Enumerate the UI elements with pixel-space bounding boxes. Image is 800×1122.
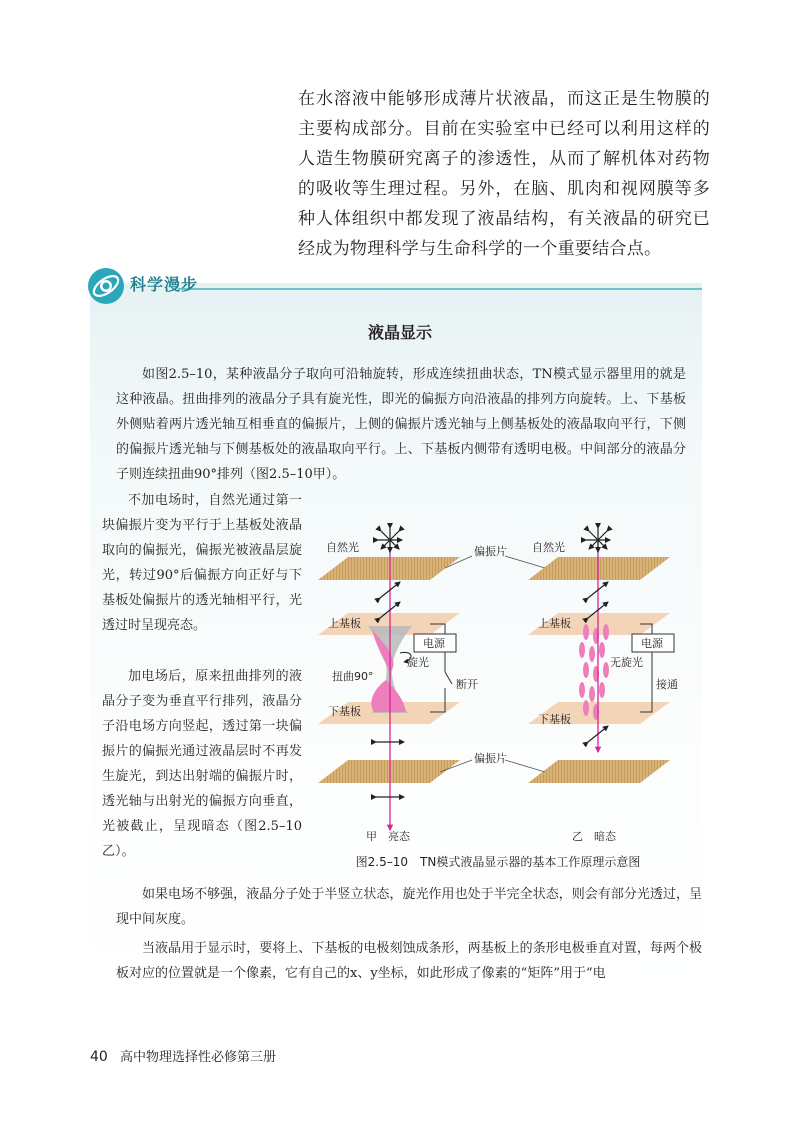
label-switch-off: 断开 [456, 678, 478, 691]
paragraph-no-field: 不加电场时，自然光通过第一块偏振片变为平行于上基板处液晶取向的偏振光，偏振光被液晶层旋光，转过90°后偏振方向正好与下基板处偏振片的透光轴相平行，光透过时呈现亮态。 [102, 493, 302, 633]
section-label: 科学漫步 [130, 275, 199, 294]
page-number: 40 [90, 1049, 108, 1065]
polarizer-plate [528, 760, 670, 783]
label-polarizer: 偏振片 [474, 752, 507, 765]
label-twist-90: 扭曲90° [332, 670, 374, 683]
paragraph-intro: 如图2.5–10，某种液晶分子取向可沿轴旋转，形成连续扭曲状态，TN模式显示器里用的就是这种液晶。扭曲排列的液晶分子具有旋光性，即光的偏振方向沿液晶的排列方向旋转。上、下基板外侧贴着两片透光轴互相垂直的偏振片，上侧的偏振片透光轴与上侧基板处的液晶取向平行，下侧的偏振片透光轴与下侧基板处的液晶取向平行。上、下基板内侧带有透明电极。中间部分的液晶分子则连续扭曲90°排列（图2.5–10甲）。 [116, 367, 686, 482]
polarizer-plate [318, 557, 460, 580]
polarizer-plate [318, 760, 460, 783]
label-natural-light: 自然光 [326, 541, 359, 554]
label-no-rotation: 无旋光 [610, 656, 643, 669]
label-upper-substrate: 上基板 [328, 617, 361, 630]
section-divider-line [178, 288, 702, 290]
polarizer-plate [528, 557, 670, 580]
paragraph-with-field: 加电场后，原来扭曲排列的液晶分子变为垂直平行排列，液晶分子沿电场方向竖起，透过第一块偏振片的偏振光通过液晶层时不再发生旋光，到达出射端的偏振片时，透光轴与出射光的偏振方向垂直，光被截止，呈现暗态（图2.5–10乙）。 [102, 669, 302, 859]
label-switch-on: 接通 [656, 678, 678, 691]
label-polarizer: 偏振片 [474, 545, 507, 558]
globe-icon [86, 266, 126, 306]
paragraph-gray-scale: 如果电场不够强，液晶分子处于半竖立状态，旋光作用也处于半完全状态，则会有部分光透过，呈现中间灰度。 [116, 887, 702, 927]
label-state-b: 乙 暗态 [572, 830, 616, 843]
lcd-principle-diagram [310, 520, 682, 850]
label-upper-substrate: 上基板 [538, 617, 571, 630]
book-title: 高中物理选择性必修第三册 [119, 1050, 276, 1065]
label-optical-rotation: 旋光 [407, 656, 429, 669]
label-lower-substrate: 下基板 [328, 705, 361, 718]
paragraph-display-matrix: 当液晶用于显示时，要将上、下基板的电极刻蚀成条形，两基板上的条形电极垂直对置，每两个极板对应的位置就是一个像素，它有自己的x、y坐标，如此形成了像素的“矩阵”用于“电 [116, 941, 702, 981]
panel-dark-state [528, 528, 674, 783]
label-power: 电源 [423, 637, 445, 650]
figure-caption: 图2.5–10 TN模式液晶显示器的基本工作原理示意图 [355, 855, 641, 869]
label-state-a: 甲 亮态 [366, 830, 410, 843]
box-title: 液晶显示 [367, 323, 432, 342]
page-footer [90, 1046, 276, 1065]
label-power: 电源 [641, 637, 663, 650]
intro-paragraph: 在水溶液中能够形成薄片状液晶，而这正是生物膜的主要构成部分。目前在实验室中已经可以利用这样的人造生物膜研究离子的渗透性，从而了解机体对药物的吸收等生理过程。另外，在脑、肌肉和视网膜等多种人体组织中都发现了液晶结构，有关液晶的研究已经成为物理科学与生命科学的一个重要结合点。 [298, 89, 710, 259]
label-natural-light: 自然光 [532, 541, 565, 554]
label-lower-substrate: 下基板 [538, 713, 571, 726]
